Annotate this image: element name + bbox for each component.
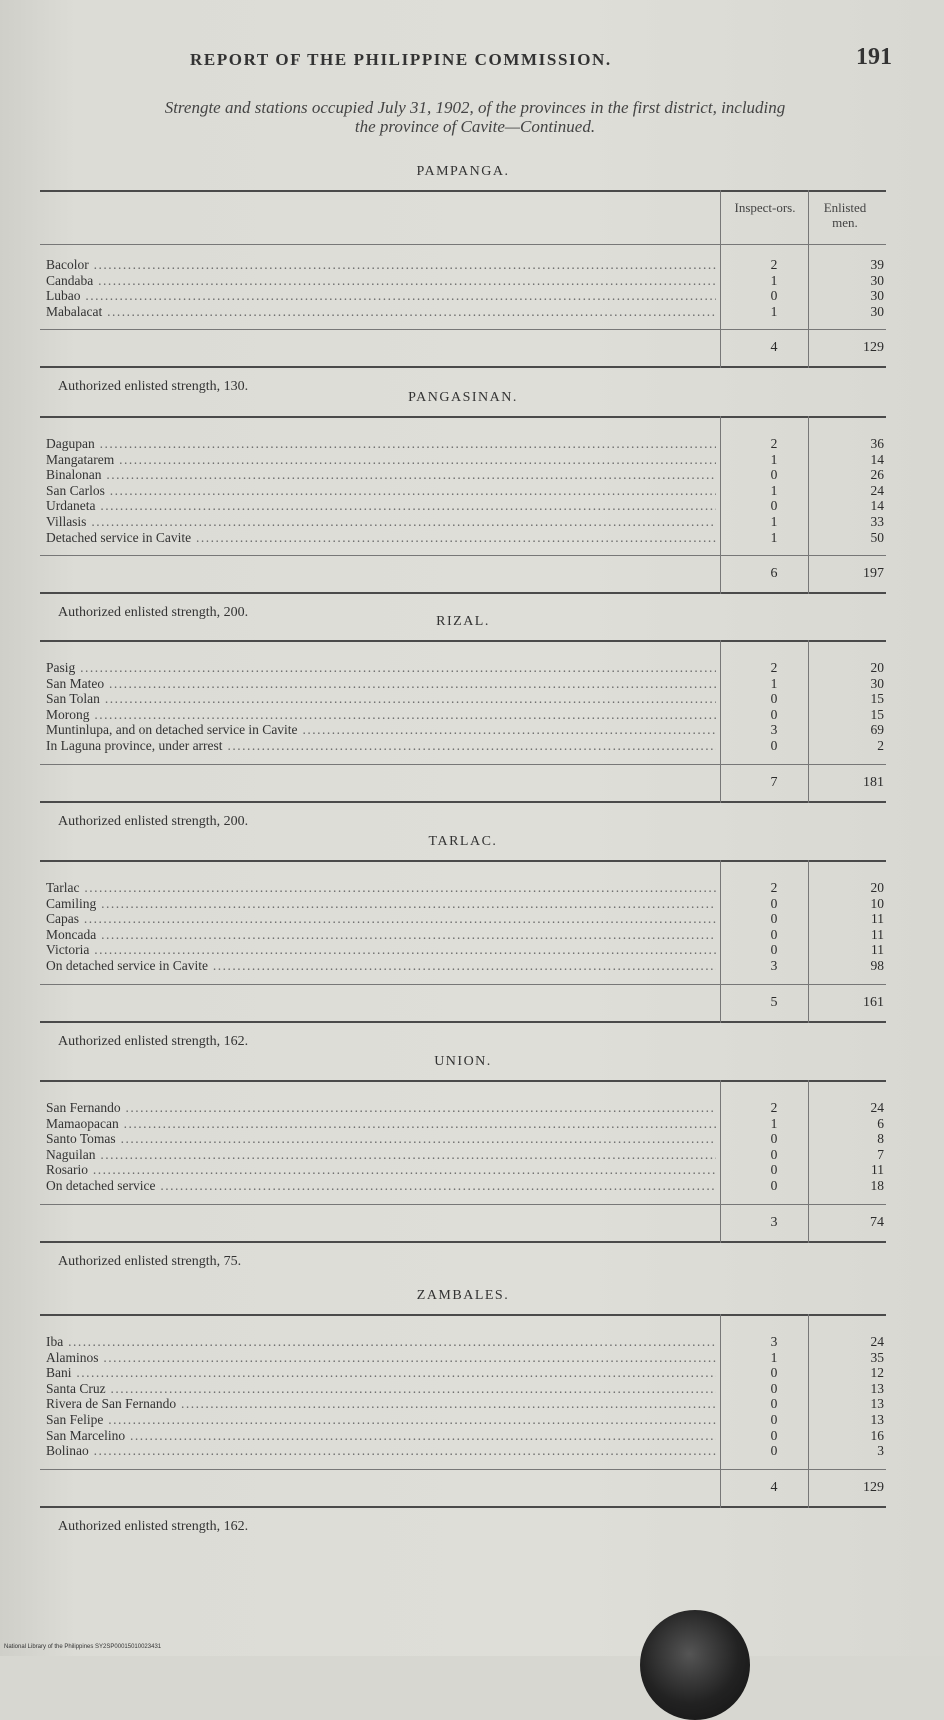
page-number: 191 xyxy=(856,44,892,70)
inspectors-count: 0 xyxy=(770,895,778,911)
enlisted-count: 15 xyxy=(870,706,884,722)
station-name: Rosario ..... xyxy=(46,1162,716,1178)
province-title: TARLAC. xyxy=(428,834,498,849)
table-row xyxy=(40,676,886,692)
table-row xyxy=(40,483,886,499)
table-body xyxy=(40,245,886,329)
inspectors-count: 0 xyxy=(770,1131,778,1147)
table-row xyxy=(40,691,886,707)
totals-row xyxy=(40,984,886,1021)
total-inspectors: 5 xyxy=(770,994,778,1010)
station-name: Capas ..... xyxy=(46,911,716,927)
table-row xyxy=(40,911,886,927)
table-bottom-rule xyxy=(40,592,886,594)
inspectors-count: 0 xyxy=(770,1146,778,1162)
table-row xyxy=(40,1350,886,1366)
scan-footer-note: National Library of the Philippines SY2SP00015010023431 xyxy=(4,1644,162,1650)
inspectors-count: 1 xyxy=(770,675,778,691)
caption-line-1: Strengte and stations occupied July 31, 1902, of the provinces in the first district, including xyxy=(164,98,786,117)
column-divider xyxy=(808,640,809,803)
station-name: In Laguna province, under arrest ..... xyxy=(46,738,716,754)
total-enlisted: 74 xyxy=(870,1214,884,1230)
inspectors-count: 0 xyxy=(770,911,778,927)
table-row xyxy=(40,1147,886,1163)
enlisted-count: 16 xyxy=(870,1427,884,1443)
enlisted-count: 24 xyxy=(870,1334,884,1349)
inspectors-count: 1 xyxy=(770,272,778,288)
station-name: Muntinlupa, and on detached service in Cavite ..... xyxy=(46,722,716,738)
station-name: Villasis ..... xyxy=(46,514,716,530)
total-inspectors: 7 xyxy=(770,774,778,790)
enlisted-count: 13 xyxy=(870,1411,884,1427)
table-body xyxy=(40,862,886,984)
total-inspectors: 3 xyxy=(770,1214,778,1230)
table-row xyxy=(40,896,886,912)
inspectors-count: 0 xyxy=(770,1427,778,1443)
inspectors-count: 0 xyxy=(770,706,778,722)
enlisted-count: 20 xyxy=(870,880,884,895)
inspectors-count: 0 xyxy=(770,926,778,942)
inspectors-count: 0 xyxy=(770,1162,778,1178)
totals-row xyxy=(40,1204,886,1241)
inspectors-count: 1 xyxy=(770,1115,778,1131)
table-body xyxy=(40,1082,886,1204)
province-title: RIZAL. xyxy=(436,614,490,629)
column-header-enlisted: Enlisted men. xyxy=(823,200,867,230)
total-enlisted: 129 xyxy=(863,1479,884,1495)
strength-table xyxy=(40,1314,886,1508)
enlisted-count: 11 xyxy=(871,942,884,958)
authorized-strength-note: Authorized enlisted strength, 162. xyxy=(58,1518,249,1534)
inspectors-count: 3 xyxy=(770,722,778,738)
total-inspectors: 4 xyxy=(770,1479,778,1495)
table-row xyxy=(40,1116,886,1132)
total-enlisted: 181 xyxy=(863,774,884,790)
column-divider xyxy=(808,860,809,1023)
column-divider xyxy=(720,860,721,1023)
enlisted-count: 12 xyxy=(870,1365,884,1381)
province-section xyxy=(40,162,886,398)
province-section xyxy=(40,1052,886,1273)
enlisted-count: 13 xyxy=(870,1380,884,1396)
enlisted-count: 11 xyxy=(871,1162,884,1178)
total-inspectors: 4 xyxy=(770,340,778,356)
enlisted-count: 30 xyxy=(870,303,884,319)
enlisted-count: 50 xyxy=(870,529,884,545)
inspectors-count: 1 xyxy=(770,529,778,545)
enlisted-count: 26 xyxy=(870,467,884,483)
inspectors-count: 2 xyxy=(770,880,778,895)
inspectors-count: 2 xyxy=(770,660,778,675)
station-name: Santa Cruz ..... xyxy=(46,1381,716,1397)
station-name: Camiling ..... xyxy=(46,896,716,912)
station-name: San Carlos ..... xyxy=(46,483,716,499)
enlisted-count: 20 xyxy=(870,660,884,675)
total-enlisted: 197 xyxy=(863,566,884,582)
table-bottom-rule xyxy=(40,1241,886,1243)
totals-row xyxy=(40,555,886,592)
province-title: PAMPANGA. xyxy=(416,164,510,179)
table-row xyxy=(40,1334,886,1350)
column-divider xyxy=(720,640,721,803)
province-section xyxy=(40,388,886,624)
enlisted-count: 69 xyxy=(870,722,884,738)
inspectors-count: 0 xyxy=(770,737,778,753)
station-name: Pasig ..... xyxy=(46,660,716,676)
strength-table xyxy=(40,1080,886,1243)
table-row xyxy=(40,1381,886,1397)
enlisted-count: 35 xyxy=(870,1349,884,1365)
table-caption xyxy=(40,98,910,136)
inspectors-count: 0 xyxy=(770,467,778,483)
column-divider xyxy=(720,1080,721,1243)
station-name: Dagupan ..... xyxy=(46,436,716,452)
authorized-strength-note: Authorized enlisted strength, 200. xyxy=(58,813,249,829)
inspectors-count: 1 xyxy=(770,1349,778,1365)
table-row xyxy=(40,514,886,530)
inspectors-count: 1 xyxy=(770,303,778,319)
table-row xyxy=(40,273,886,289)
inspectors-count: 1 xyxy=(770,513,778,529)
enlisted-count: 30 xyxy=(870,675,884,691)
table-row xyxy=(40,498,886,514)
inspectors-count: 0 xyxy=(770,1396,778,1412)
enlisted-count: 8 xyxy=(877,1131,884,1147)
table-row xyxy=(40,880,886,896)
province-title: ZAMBALES. xyxy=(416,1288,510,1303)
station-name: Tarlac ..... xyxy=(46,880,716,896)
table-row xyxy=(40,1131,886,1147)
enlisted-count: 98 xyxy=(870,957,884,973)
inspectors-count: 0 xyxy=(770,942,778,958)
inspectors-count: 0 xyxy=(770,498,778,514)
province-section xyxy=(40,612,886,833)
station-name: San Mateo ..... xyxy=(46,676,716,692)
inspectors-count: 2 xyxy=(770,436,778,451)
table-row xyxy=(40,1365,886,1381)
station-name: Bacolor ..... xyxy=(46,257,716,273)
enlisted-count: 24 xyxy=(870,482,884,498)
table-row xyxy=(40,1100,886,1116)
strength-table xyxy=(40,190,886,368)
table-bottom-rule xyxy=(40,366,886,368)
station-name: San Felipe ..... xyxy=(46,1412,716,1428)
inspectors-count: 3 xyxy=(770,957,778,973)
table-bottom-rule xyxy=(40,801,886,803)
province-section xyxy=(40,832,886,1053)
strength-table xyxy=(40,416,886,594)
table-row xyxy=(40,257,886,273)
table-bottom-rule xyxy=(40,1506,886,1508)
province-title: UNION. xyxy=(434,1054,492,1069)
strength-table xyxy=(40,860,886,1023)
enlisted-count: 30 xyxy=(870,288,884,304)
inspectors-count: 0 xyxy=(770,1443,778,1459)
station-name: Mangatarem ..... xyxy=(46,452,716,468)
table-row xyxy=(40,304,886,320)
column-divider xyxy=(808,1080,809,1243)
enlisted-count: 13 xyxy=(870,1396,884,1412)
running-title: REPORT OF THE PHILIPPINE COMMISSION. xyxy=(190,50,612,69)
table-row xyxy=(40,1396,886,1412)
station-name: San Fernando ..... xyxy=(46,1100,716,1116)
totals-row xyxy=(40,764,886,801)
station-name: San Marcelino ..... xyxy=(46,1428,716,1444)
scanner-thumb-shadow xyxy=(640,1610,750,1720)
station-name: Santo Tomas ..... xyxy=(46,1131,716,1147)
inspectors-count: 0 xyxy=(770,1411,778,1427)
enlisted-count: 3 xyxy=(877,1443,884,1459)
column-header-inspectors: Inspect-ors. xyxy=(734,200,796,215)
station-name: Bolinao ..... xyxy=(46,1443,716,1459)
table-row xyxy=(40,722,886,738)
total-inspectors: 6 xyxy=(770,566,778,582)
authorized-strength-note: Authorized enlisted strength, 130. xyxy=(58,379,249,395)
enlisted-count: 2 xyxy=(877,737,884,753)
enlisted-count: 14 xyxy=(870,451,884,467)
inspectors-count: 0 xyxy=(770,691,778,707)
station-name: Victoria ..... xyxy=(46,942,716,958)
table-row xyxy=(40,1428,886,1444)
province-title: PANGASINAN. xyxy=(408,390,518,405)
station-name: Mabalacat ..... xyxy=(46,304,716,320)
station-name: Bani ..... xyxy=(46,1365,716,1381)
enlisted-count: 30 xyxy=(870,272,884,288)
column-divider xyxy=(720,416,721,594)
inspectors-count: 0 xyxy=(770,1177,778,1193)
column-divider xyxy=(808,1314,809,1508)
province-section xyxy=(40,1286,886,1538)
inspectors-count: 0 xyxy=(770,1365,778,1381)
table-row xyxy=(40,958,886,974)
station-name: San Tolan ..... xyxy=(46,691,716,707)
enlisted-count: 24 xyxy=(870,1100,884,1115)
station-name: On detached service in Cavite ..... xyxy=(46,958,716,974)
caption-line-2: the province of Cavite—Continued. xyxy=(354,117,596,136)
authorized-strength-note: Authorized enlisted strength, 162. xyxy=(58,1033,249,1049)
table-row xyxy=(40,530,886,546)
station-name: On detached service ..... xyxy=(46,1178,716,1194)
table-row xyxy=(40,1443,886,1459)
station-name: Moncada ..... xyxy=(46,927,716,943)
table-bottom-rule xyxy=(40,1021,886,1023)
table-body xyxy=(40,418,886,555)
station-name: Detached service in Cavite ..... xyxy=(46,530,716,546)
station-name: Lubao ..... xyxy=(46,288,716,304)
enlisted-count: 11 xyxy=(871,911,884,927)
column-divider xyxy=(808,190,809,368)
enlisted-count: 36 xyxy=(870,436,884,451)
enlisted-count: 33 xyxy=(870,513,884,529)
column-header-row xyxy=(40,192,886,245)
table-row xyxy=(40,942,886,958)
enlisted-count: 10 xyxy=(870,895,884,911)
inspectors-count: 1 xyxy=(770,451,778,467)
station-name: Alaminos ..... xyxy=(46,1350,716,1366)
inspectors-count: 2 xyxy=(770,257,778,272)
enlisted-count: 39 xyxy=(870,257,884,272)
station-name: Morong ..... xyxy=(46,707,716,723)
table-body xyxy=(40,642,886,764)
authorized-strength-note: Authorized enlisted strength, 75. xyxy=(58,1253,242,1269)
station-name: Mamaopacan ..... xyxy=(46,1116,716,1132)
authorized-strength-note: Authorized enlisted strength, 200. xyxy=(58,605,249,621)
table-body xyxy=(40,1316,886,1469)
enlisted-count: 7 xyxy=(877,1146,884,1162)
station-name: Naguilan ..... xyxy=(46,1147,716,1163)
totals-row xyxy=(40,1469,886,1506)
table-row xyxy=(40,1162,886,1178)
table-row xyxy=(40,1412,886,1428)
inspectors-count: 3 xyxy=(770,1334,778,1349)
inspectors-count: 0 xyxy=(770,288,778,304)
total-enlisted: 129 xyxy=(863,340,884,356)
station-name: Binalonan ..... xyxy=(46,467,716,483)
inspectors-count: 0 xyxy=(770,1380,778,1396)
table-row xyxy=(40,707,886,723)
enlisted-count: 18 xyxy=(870,1177,884,1193)
station-name: Urdaneta ..... xyxy=(46,498,716,514)
table-row xyxy=(40,927,886,943)
total-enlisted: 161 xyxy=(863,994,884,1010)
column-divider xyxy=(720,190,721,368)
enlisted-count: 15 xyxy=(870,691,884,707)
table-row xyxy=(40,288,886,304)
enlisted-count: 11 xyxy=(871,926,884,942)
table-row xyxy=(40,1178,886,1194)
inspectors-count: 2 xyxy=(770,1100,778,1115)
station-name: Candaba ..... xyxy=(46,273,716,289)
enlisted-count: 6 xyxy=(877,1115,884,1131)
enlisted-count: 14 xyxy=(870,498,884,514)
table-row xyxy=(40,436,886,452)
column-divider xyxy=(808,416,809,594)
station-name: Iba ..... xyxy=(46,1334,716,1350)
strength-table xyxy=(40,640,886,803)
table-row xyxy=(40,452,886,468)
page-header xyxy=(0,44,944,74)
inspectors-count: 1 xyxy=(770,482,778,498)
table-row xyxy=(40,738,886,754)
column-divider xyxy=(720,1314,721,1508)
table-row xyxy=(40,660,886,676)
table-row xyxy=(40,467,886,483)
station-name: Rivera de San Fernando ..... xyxy=(46,1396,716,1412)
totals-row xyxy=(40,329,886,366)
